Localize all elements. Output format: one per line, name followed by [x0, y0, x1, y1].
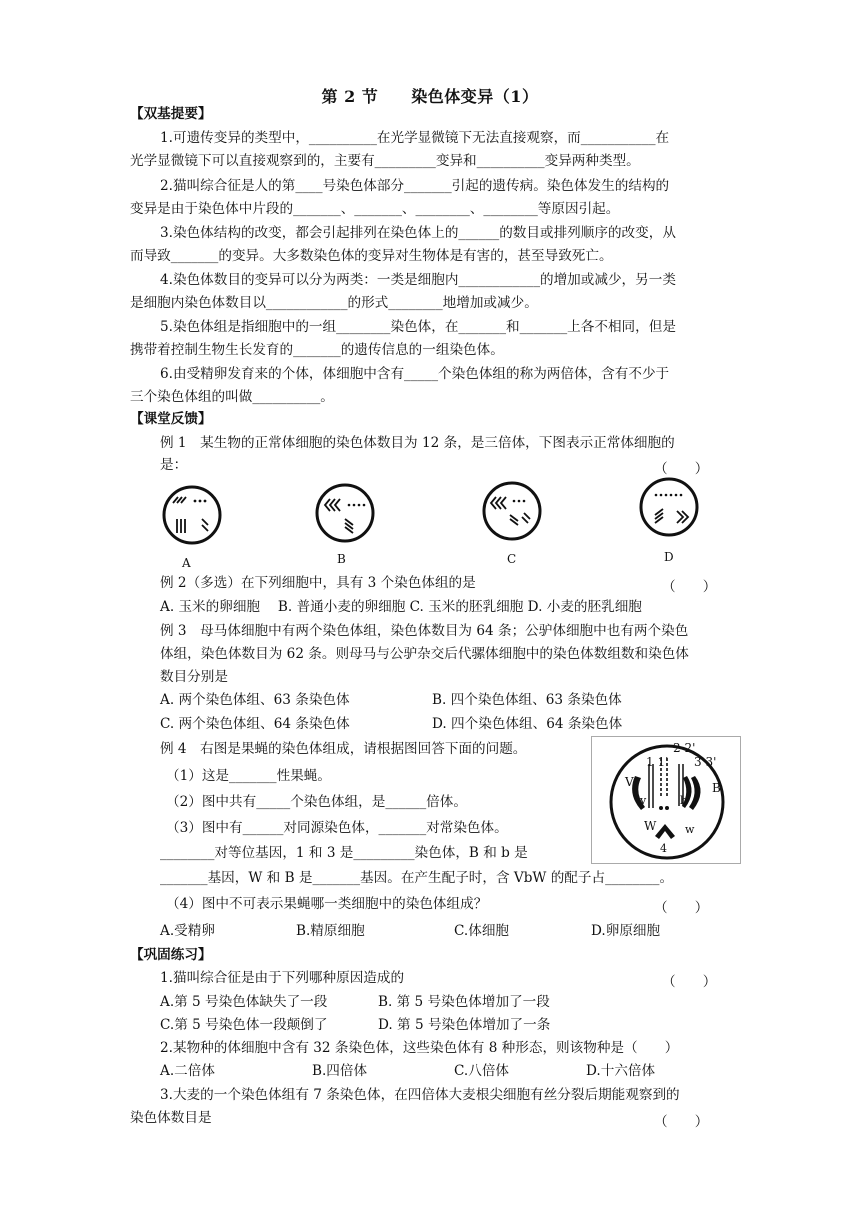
practice2-option-b: B.四倍体	[312, 1063, 368, 1079]
cell-label-d: D	[664, 550, 674, 564]
example3-line3: 数目分别是	[160, 669, 228, 685]
cell-figure-c	[484, 483, 540, 539]
q2-line1: 2.猫叫综合征是人的第____号染色体部分_______引起的遗传病。染色体发生的结构的	[160, 178, 670, 194]
cell-figure-d	[641, 479, 697, 535]
cell-label-a: A	[182, 556, 191, 570]
answer-paren-e4: （ ）	[654, 900, 709, 916]
q4-line2: 是细胞内染色体数目以____________的形式________地增加或减少。	[130, 295, 538, 311]
practice2-option-c: C.八倍体	[454, 1063, 510, 1079]
fly-label-33: 3 3'	[694, 755, 717, 769]
example4-stem: 例 4 右图是果蝇的染色体组成，请根据图回答下面的问题。	[160, 741, 527, 757]
fly-label-W: W	[644, 819, 657, 833]
cell-label-b: B	[337, 552, 346, 566]
practice1-option-a: A.第 5 号染色体缺失了一段	[160, 994, 328, 1010]
practice2-stem: 2.某物种的体细胞中含有 32 条染色体，这些染色体有 8 种形态，则该物种是（ ）	[160, 1040, 679, 1056]
example4-option-c: C.体细胞	[454, 923, 510, 939]
q1-line2: 光学显微镜下可以直接观察到的，主要有_________变异和__________变异两种类型。	[130, 153, 640, 169]
example3-option-b: B. 四个染色体组、63 条染色体	[432, 692, 622, 708]
section-practice: 【巩固练习】	[130, 947, 212, 963]
answer-paren-p1: （ ）	[662, 974, 717, 990]
practice1-option-d: D. 第 5 号染色体增加了一条	[378, 1017, 551, 1033]
q5-line2: 携带着控制生物生长发育的_______的遗传信息的一组染色体。	[130, 342, 504, 358]
example4-option-b: B.精原细胞	[296, 923, 365, 939]
q1-line1: 1.可遗传变异的类型中，__________在光学显微镜下无法直接观察，而___________在	[160, 130, 670, 146]
example1-line2: 是：	[160, 457, 188, 473]
cell-figure-b	[317, 485, 373, 541]
q4-line1: 4.染色体数目的变异可以分为两类：一类是细胞内____________的增加或减少，另一类	[160, 272, 676, 288]
practice3-line2: 染色体数目是	[130, 1110, 212, 1126]
practice3-line1: 3.大麦的一个染色体组有 7 条染色体，在四倍体大麦根尖细胞有丝分裂后期能观察到的	[160, 1087, 680, 1103]
fly-label-V: V	[625, 775, 634, 789]
q5-line1: 5.染色体组是指细胞中的一组________染色体，在_______和_______上各不相同，但是	[160, 319, 676, 335]
cell-figure-a	[164, 487, 220, 543]
cell-label-c: C	[507, 552, 517, 566]
section-feedback: 【课堂反馈】	[130, 411, 212, 427]
example1-line1: 例 1 某生物的正常体细胞的染色体数目为 12 条，是三倍体，下图表示正常体细胞的	[160, 435, 675, 451]
example4-q2: （2）图中共有_____个染色体组，是______倍体。	[166, 794, 467, 810]
example4-q3-line3: _______基因，W 和 B 是_______基因。在产生配子时，含 VbW 的配子占________。	[160, 870, 674, 886]
section-basics: 【双基提要】	[130, 106, 212, 122]
q6-line1: 6.由受精卵发育来的个体，体细胞中含有_____个染色体组的称为两倍体，含有不少于	[160, 366, 670, 382]
answer-paren-p3: （ ）	[654, 1114, 709, 1130]
fly-label-v: v	[640, 794, 647, 807]
example3-option-c: C. 两个染色体组、64 条染色体	[160, 716, 350, 732]
answer-paren-e1: （ ）	[654, 461, 709, 477]
example3-line1: 例 3 母马体细胞中有两个染色体组，染色体数目为 64 条；公驴体细胞中也有两个染色	[160, 623, 689, 639]
example3-line2: 体组，染色体数目为 62 条。则母马与公驴杂交后代骡体细胞中的染色体数组数和染色体	[160, 646, 689, 662]
example4-option-d: D.卵原细胞	[591, 923, 661, 939]
practice2-option-a: A.二倍体	[160, 1063, 215, 1079]
practice1-stem: 1.猫叫综合征是由于下列哪种原因造成的	[160, 970, 405, 986]
cell-figures	[150, 475, 750, 565]
example4-option-a: A.受精卵	[160, 923, 215, 939]
q3-line1: 3.染色体结构的改变，都会引起排列在染色体上的______的数目或排列顺序的改变，从	[160, 225, 676, 241]
example3-option-d: D. 四个染色体组、64 条染色体	[432, 716, 623, 732]
fly-label-11: 1 1'	[646, 755, 669, 769]
fly-label-b: b	[680, 794, 688, 807]
fly-label-B: B	[712, 781, 721, 795]
fly-label-22: 2 2'	[673, 741, 696, 755]
example2-options: A. 玉米的卵细胞 B. 普通小麦的卵细胞 C. 玉米的胚乳细胞 D. 小麦的胚乳细胞	[160, 599, 642, 615]
example4-q3-line2: ________对等位基因，1 和 3 是_________染色体，B 和 b 是	[160, 845, 528, 861]
q3-line2: 而导致_______的变异。大多数染色体的变异对生物体是有害的，甚至导致死亡。	[130, 248, 613, 264]
fly-label-4: 4	[660, 842, 667, 855]
fly-label-w: w	[685, 823, 695, 836]
answer-paren-e2: （ ）	[662, 579, 717, 595]
example4-q3: （3）图中有______对同源染色体，_______对常染色体。	[166, 820, 508, 836]
example4-q1: （1）这是_______性果蝇。	[166, 768, 331, 784]
q6-line2: 三个染色体组的叫做__________。	[130, 389, 334, 405]
example4-q4: （4）图中不可表示果蝇哪一类细胞中的染色体组成？	[166, 896, 488, 912]
example3-option-a: A. 两个染色体组、63 条染色体	[160, 692, 350, 708]
practice2-option-d: D.十六倍体	[586, 1063, 656, 1079]
q2-line2: 变异是由于染色体中片段的_______、_______、________、________等原因引起。	[130, 201, 620, 217]
example2-stem: 例 2（多选）在下列细胞中，具有 3 个染色体组的是	[160, 575, 476, 591]
practice1-option-b: B. 第 5 号染色体增加了一段	[378, 994, 550, 1010]
practice1-option-c: C.第 5 号染色体一段颠倒了	[160, 1017, 328, 1033]
page-title: 第 2 节 染色体变异（1）	[321, 87, 539, 106]
